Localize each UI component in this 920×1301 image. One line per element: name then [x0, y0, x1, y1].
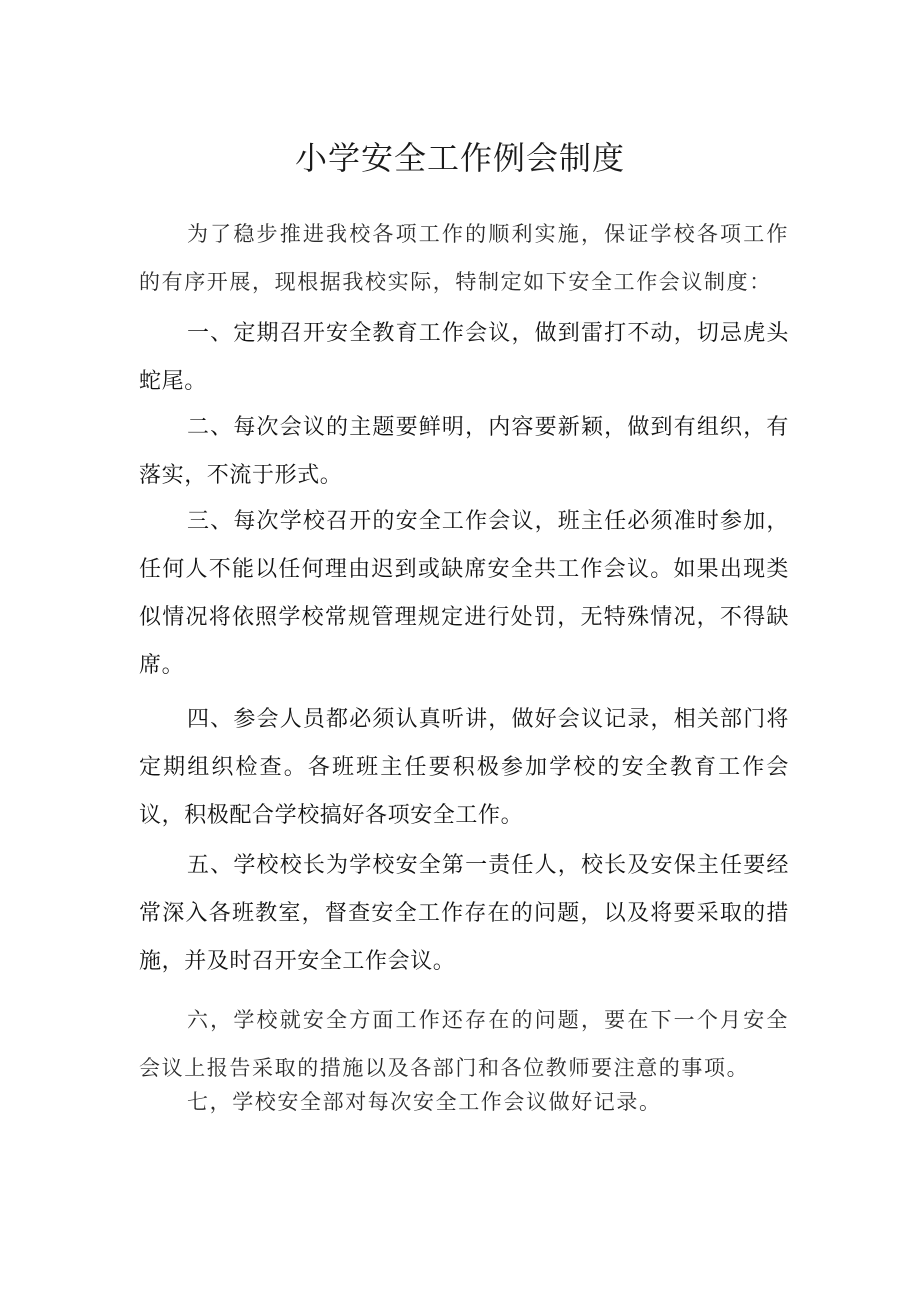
rule-paragraph-5: 五、学校校长为学校安全第一责任人，校长及安保主任要经常深入各班教室，督查安全工作存在的问题，以及将要采取的措施，并及时召开安全工作会议。	[139, 853, 789, 974]
intro-paragraph: 为了稳步推进我校各项工作的顺利实施，保证学校各项工作的有序开展，现根据我校实际，特制定如下安全工作会议制度：	[139, 222, 789, 294]
rule-paragraph-3: 三、每次学校召开的安全工作会议，班主任必须准时参加，任何人不能以任何理由迟到或缺席安全共工作会议。如果出现类似情况将依照学校常规管理规定进行处罚，无特殊情况，不得缺席。	[139, 509, 789, 678]
rule-paragraph-4: 四、参会人员都必须认真听讲，做好会议记录，相关部门将定期组织检查。各班班主任要积极参加学校的安全教育工作会议，积极配合学校搞好各项安全工作。	[139, 707, 789, 828]
rule-paragraph-7: 七，学校安全部对每次安全工作会议做好记录。	[187, 1090, 662, 1114]
document-title: 小学安全工作例会制度	[294, 139, 625, 177]
rule-paragraph-6: 六，学校就安全方面工作还存在的问题，要在下一个月安全会议上报告采取的措施以及各部门和各位教师要注意的事项。	[139, 1008, 789, 1080]
rule-paragraph-1: 一、定期召开安全教育工作会议，做到雷打不动，切忌虎头蛇尾。	[139, 321, 789, 394]
rule-paragraph-2: 二、每次会议的主题要鲜明，内容要新颖，做到有组织，有落实，不流于形式。	[139, 415, 789, 488]
